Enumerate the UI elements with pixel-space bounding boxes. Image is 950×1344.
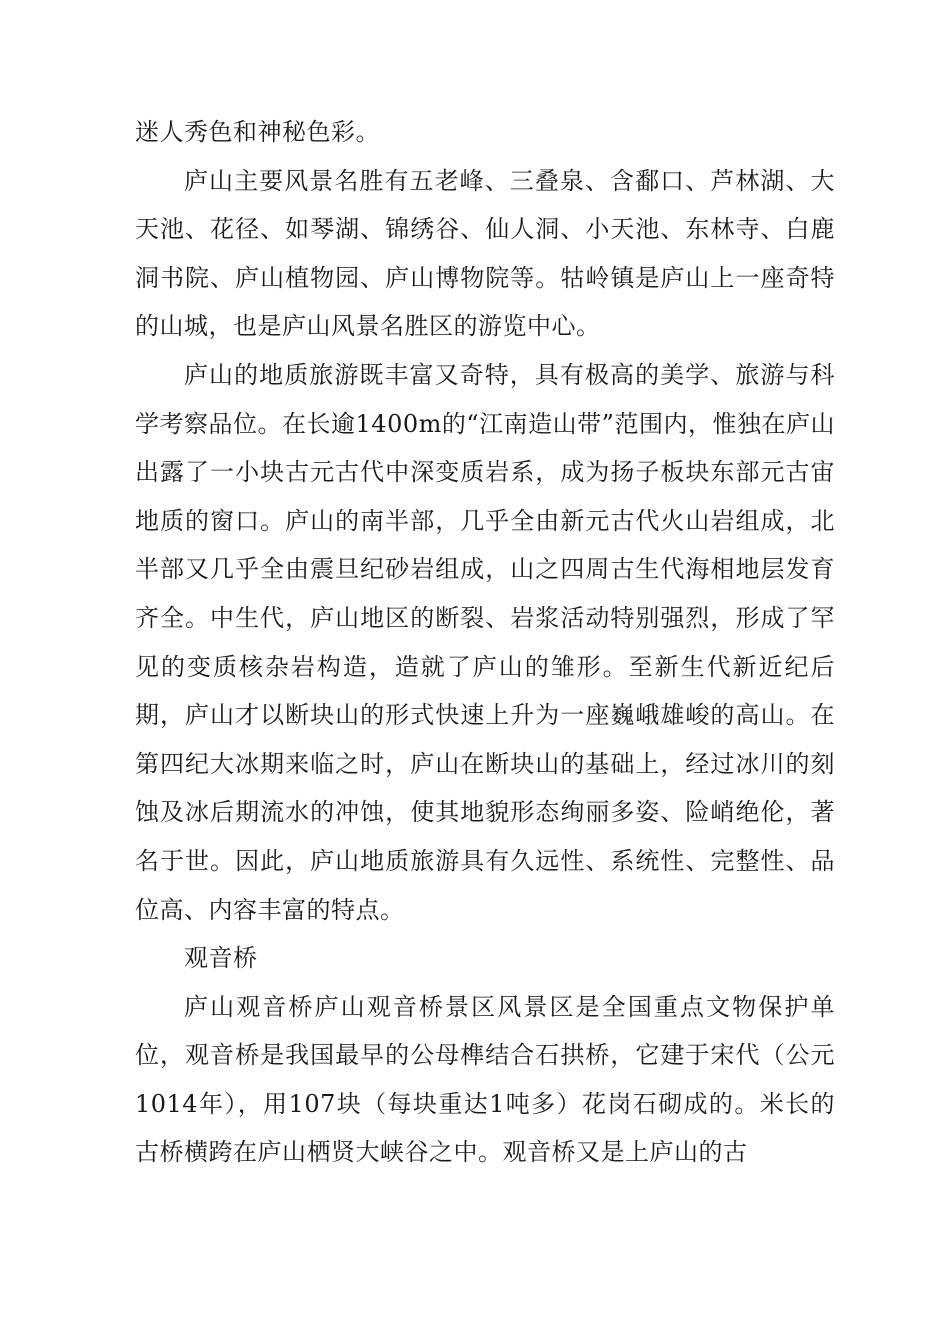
section-heading-guanyin-bridge: 观音桥 <box>184 944 258 973</box>
paragraph-continuation: 迷人秀色和神秘色彩。 <box>135 118 380 146</box>
paragraph-scenic-spots: 庐山主要风景名胜有五老峰、三叠泉、含鄱口、芦林湖、大天池、花径、如琴湖、锦绣谷、仙人洞、小天池、东林寺、白鹿洞书院、庐山植物园、庐山博物院等。牯岭镇是庐山上一座奇特的山城，也是庐山风景名胜区的游览中心。 <box>135 166 835 341</box>
paragraph-geology: 庐山的地质旅游既丰富又奇特，具有极高的美学、旅游与科学考察品位。在长逾1400m的“江南造山带”范围内，惟独在庐山出露了一小块古元古代中深变质岩系，成为扬子板块东部元古宙地质的窗口。庐山的南半部，几乎全由新元古代火山岩组成，北半部又几乎全由震旦纪砂岩组成，山之四周古生代海相地层发育齐全。中生代，庐山地区的断裂、岩浆活动特别强烈，形成了罕见的变质核杂岩构造，造就了庐山的雏形。至新生代新近纪后期，庐山才以断块山的形式快速上升为一座巍峨雄峻的高山。在第四纪大冰期来临之时，庐山在断块山的基础上，经过冰川的刻蚀及冰后期流水的冲蚀，使其地貌形态绚丽多姿、险峭绝伦，著名于世。因此，庐山地质旅游具有久远性、系统性、完整性、品位高、内容丰富的特点。 <box>135 360 835 924</box>
paragraph-guanyin-bridge: 庐山观音桥庐山观音桥景区风景区是全国重点文物保护单位，观音桥是我国最早的公母榫结合石拱桥，它建于宋代（公元1014年），用107块（每块重达1吨多）花岗石砌成的。米长的古桥横跨在庐山栖贤大峡谷之中。观音桥又是上庐山的古 <box>135 992 835 1167</box>
document-body <box>135 108 835 1177</box>
